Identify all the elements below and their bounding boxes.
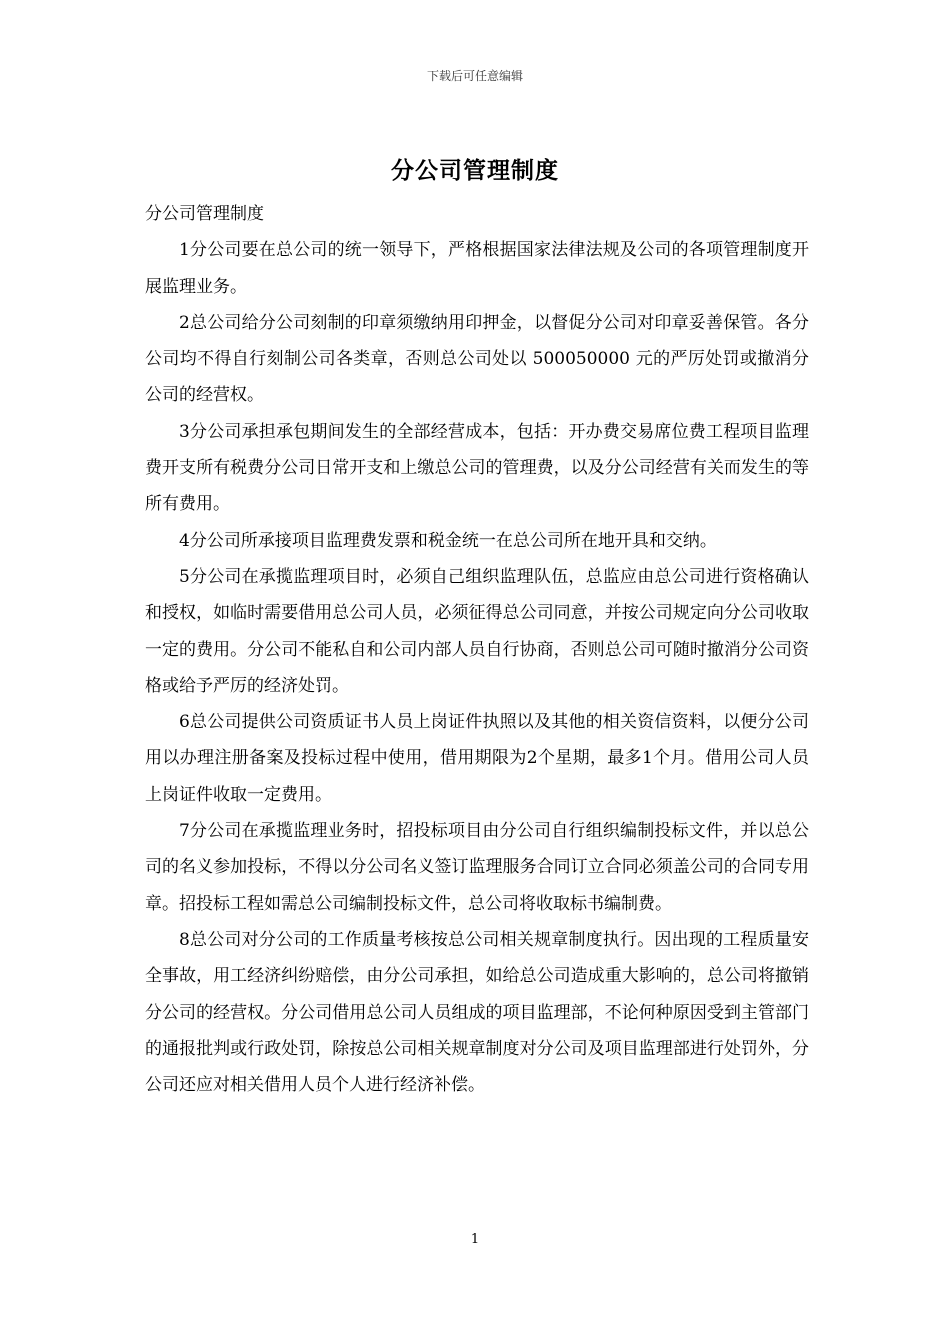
paragraph-5: 5分公司在承揽监理项目时，必须自己组织监理队伍，总监应由总公司进行资格确认和授权，如临时需要借用总公司人员，必须征得总公司同意，并按公司规定向分公司收取一定的费用。分公司不能私自和公司内部人员自行协商，否则总公司可随时撤消分公司资格或给予严厉的经济处罚。 [145, 566, 809, 696]
header-note: 下载后可任意编辑 [426, 69, 523, 83]
paragraph-2: 2总公司给分公司刻制的印章须缴纳用印押金，以督促分公司对印章妥善保管。各分公司均不得自行刻制公司各类章，否则总公司处以 500050000 元的严厉处罚或撤消分公司的经营权。 [145, 312, 809, 406]
paragraph-8: 8总公司对分公司的工作质量考核按总公司相关规章制度执行。因出现的工程质量安全事故，用工经济纠纷赔偿，由分公司承担，如给总公司造成重大影响的，总公司将撤销分公司的经营权。分公司借用总公司人员组成的项目监理部，不论何种原因受到主管部门的通报批判或行政处罚，除按总公司相关规章制度对分公司及项目监理部进行处罚外，分公司还应对相关借用人员个人进行经济补偿。 [145, 929, 809, 1096]
section-heading: 分公司管理制度 [145, 204, 264, 224]
page-number: 1 [470, 1232, 480, 1247]
document-body [145, 196, 809, 1103]
paragraph-3: 3分公司承担承包期间发生的全部经营成本，包括：开办费交易席位费工程项目监理费开支所有税费分公司日常开支和上缴总公司的管理费，以及分公司经营有关而发生的等所有费用。 [145, 421, 809, 515]
paragraph-7: 7分公司在承揽监理业务时，招投标项目由分公司自行组织编制投标文件，并以总公司的名义参加投标，不得以分公司名义签订监理服务合同订立合同必须盖公司的合同专用章。招投标工程如需总公司编制投标文件，总公司将收取标书编制费。 [145, 821, 809, 914]
paragraph-6: 6总公司提供公司资质证书人员上岗证件执照以及其他的相关资信资料，以便分公司用以办理注册备案及投标过程中使用，借用期限为2个星期，最多1个月。借用公司人员上岗证件收取一定费用。 [145, 712, 809, 805]
paragraph-4: 4分公司所承接项目监理费发票和税金统一在总公司所在地开具和交纳。 [179, 530, 717, 551]
document-title: 分公司管理制度 [391, 158, 559, 184]
paragraph-1: 1分公司要在总公司的统一领导下，严格根据国家法律法规及公司的各项管理制度开展监理业务。 [145, 240, 809, 297]
